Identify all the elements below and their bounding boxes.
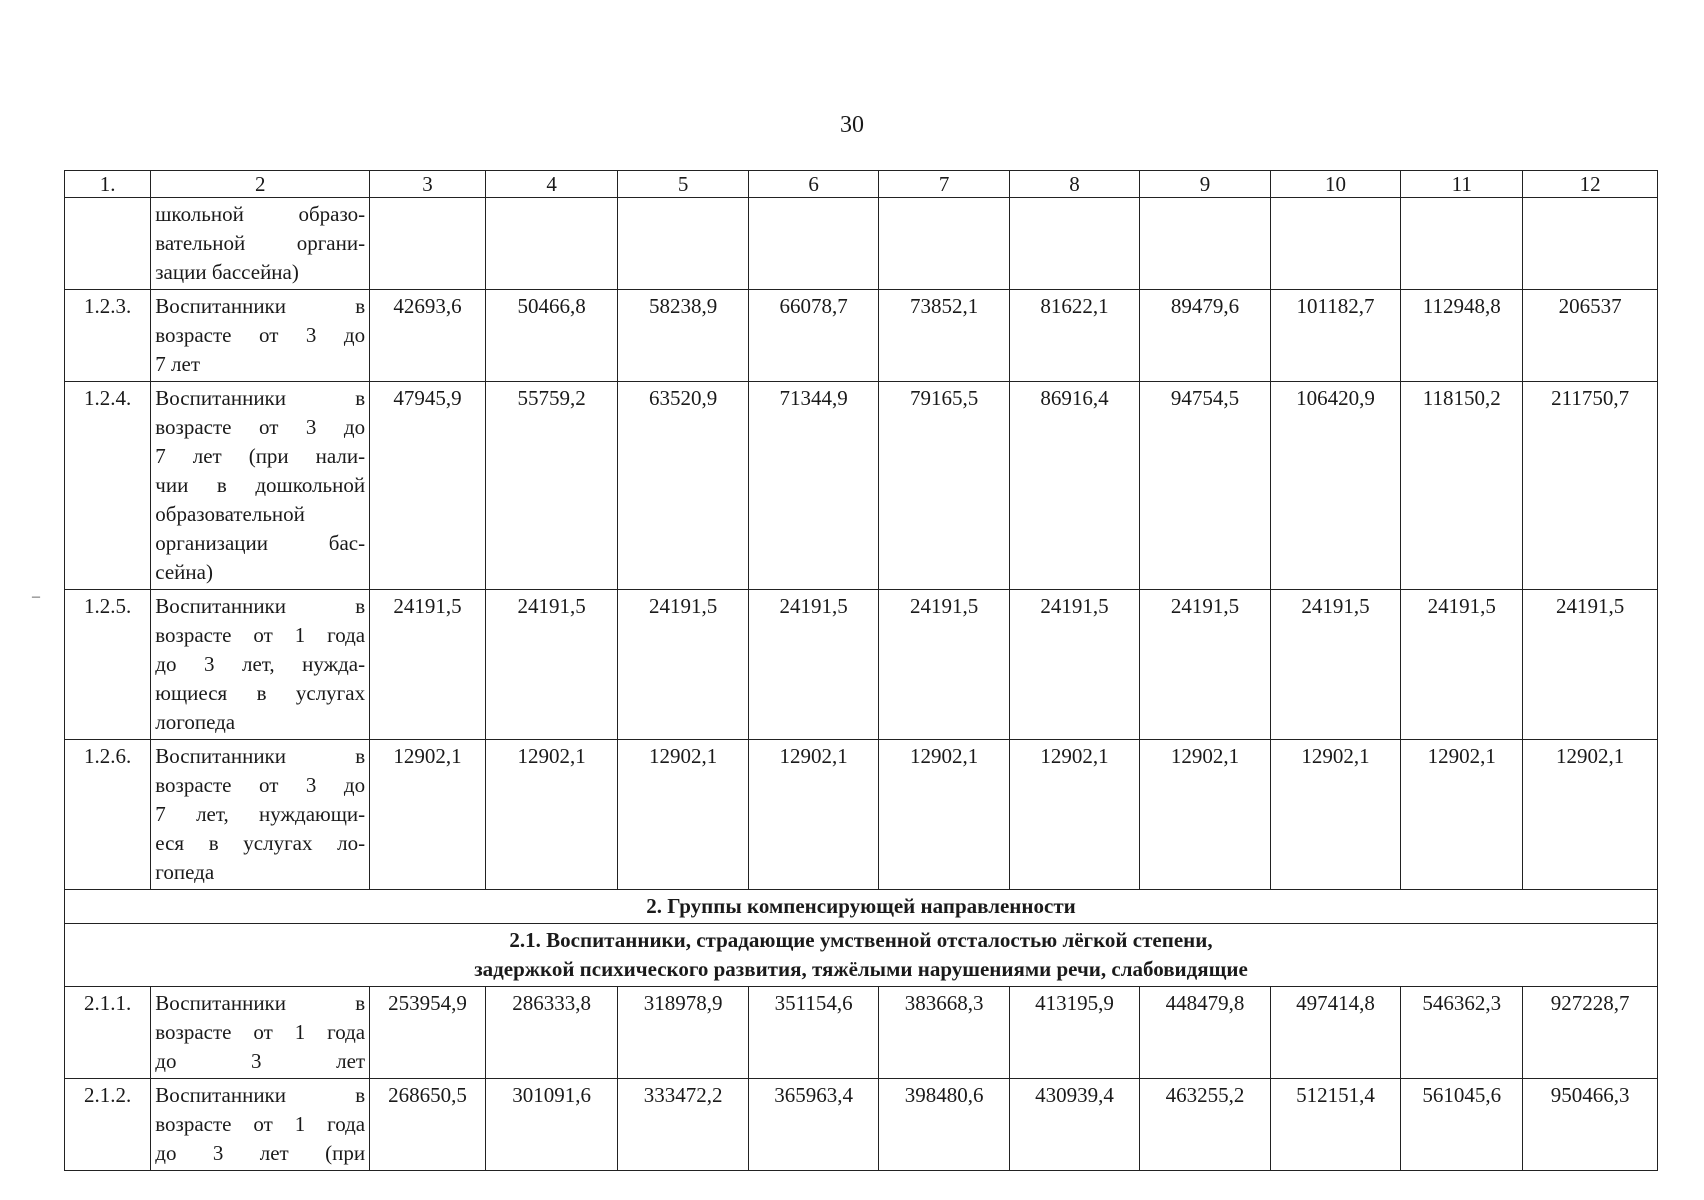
row-number: 1.2.6. [65, 740, 151, 890]
value-cell: 211750,7 [1523, 382, 1658, 590]
value-cell: 79165,5 [879, 382, 1009, 590]
value-cell: 89479,6 [1140, 290, 1270, 382]
value-cell: 497414,8 [1270, 987, 1400, 1079]
value-cell: 66078,7 [748, 290, 878, 382]
value-cell: 101182,7 [1270, 290, 1400, 382]
value-cell: 63520,9 [618, 382, 748, 590]
row-name-line: школьной образо- [155, 202, 366, 226]
row-name-line: Воспитанники в [155, 386, 366, 410]
row-name [151, 740, 370, 890]
header-cell: 5 [618, 171, 748, 198]
row-name [151, 1079, 370, 1171]
row-name-line: возрасте от 1 года [155, 1020, 366, 1044]
header-cell: 7 [879, 171, 1009, 198]
value-cell: 81622,1 [1009, 290, 1139, 382]
row-name-line: 7 лет (при нали- [155, 444, 366, 468]
value-cell: 42693,6 [370, 290, 486, 382]
row-name-line: возрасте от 3 до [155, 323, 366, 347]
row-name [151, 290, 370, 382]
row-name-line: Воспитанники в [155, 594, 366, 618]
row-name-line: зации бассейна) [155, 260, 299, 284]
value-cell: 12902,1 [879, 740, 1009, 890]
row-number: 2.1.2. [65, 1079, 151, 1171]
row-name-line: Воспитанники в [155, 1083, 366, 1107]
value-cell: 24191,5 [370, 590, 486, 740]
row-name-line: чии в дошкольной [155, 473, 366, 497]
row-name-line: возрасте от 3 до [155, 415, 366, 439]
value-cell: 253954,9 [370, 987, 486, 1079]
header-cell: 9 [1140, 171, 1270, 198]
value-cell: 12902,1 [618, 740, 748, 890]
row-name-line: Воспитанники в [155, 294, 366, 318]
value-cell: 55759,2 [485, 382, 618, 590]
value-cell: 12902,1 [370, 740, 486, 890]
page-number: 30 [840, 112, 864, 138]
value-cell: 118150,2 [1401, 382, 1523, 590]
value-cell: 12902,1 [485, 740, 618, 890]
table-row [65, 987, 1658, 1079]
value-cell: 12902,1 [748, 740, 878, 890]
value-cell: 24191,5 [618, 590, 748, 740]
row-name-line: ющиеся в услугах [155, 681, 366, 705]
value-cell [370, 198, 486, 290]
value-cell: 112948,8 [1401, 290, 1523, 382]
value-cell: 448479,8 [1140, 987, 1270, 1079]
row-name-line: 7 лет [155, 352, 200, 376]
row-name-line: возрасте от 1 года [155, 623, 366, 647]
value-cell: 12902,1 [1009, 740, 1139, 890]
value-cell [1270, 198, 1400, 290]
header-cell: 6 [748, 171, 878, 198]
header-cell: 12 [1523, 171, 1658, 198]
value-cell: 24191,5 [1523, 590, 1658, 740]
row-name [151, 198, 370, 290]
value-cell: 106420,9 [1270, 382, 1400, 590]
value-cell: 12902,1 [1401, 740, 1523, 890]
table-row [65, 290, 1658, 382]
row-number: 1.2.5. [65, 590, 151, 740]
row-name-line: организации бас- [155, 531, 366, 555]
subsection-title-line: 2.1. Воспитанники, страдающие умственной отсталостью лёгкой степени, [509, 928, 1213, 952]
value-cell: 86916,4 [1009, 382, 1139, 590]
value-cell: 268650,5 [370, 1079, 486, 1171]
value-cell [748, 198, 878, 290]
value-cell: 301091,6 [485, 1079, 618, 1171]
value-cell: 546362,3 [1401, 987, 1523, 1079]
row-name-line: до 3 лет [155, 1049, 366, 1073]
value-cell: 413195,9 [1009, 987, 1139, 1079]
row-name-line: 7 лет, нуждающи- [155, 802, 366, 826]
subsection-title [65, 924, 1658, 987]
header-cell: 8 [1009, 171, 1139, 198]
value-cell: 12902,1 [1270, 740, 1400, 890]
value-cell: 24191,5 [1140, 590, 1270, 740]
subsection-row [65, 924, 1658, 987]
value-cell: 206537 [1523, 290, 1658, 382]
value-cell: 333472,2 [618, 1079, 748, 1171]
margin-mark: – [32, 588, 40, 605]
value-cell: 47945,9 [370, 382, 486, 590]
value-cell: 12902,1 [1140, 740, 1270, 890]
header-cell: 4 [485, 171, 618, 198]
value-cell: 512151,4 [1270, 1079, 1400, 1171]
row-name-line: еся в услугах ло- [155, 831, 366, 855]
value-cell: 24191,5 [1401, 590, 1523, 740]
row-name-line: гопеда [155, 860, 215, 884]
header-cell: 1. [65, 171, 151, 198]
value-cell [1401, 198, 1523, 290]
header-cell: 2 [151, 171, 370, 198]
header-row [65, 171, 1658, 198]
value-cell: 58238,9 [618, 290, 748, 382]
table-row [65, 382, 1658, 590]
value-cell [1140, 198, 1270, 290]
row-name-line: Воспитанники в [155, 744, 366, 768]
value-cell [1009, 198, 1139, 290]
value-cell: 318978,9 [618, 987, 748, 1079]
value-cell: 286333,8 [485, 987, 618, 1079]
table-row [65, 198, 1658, 290]
value-cell: 12902,1 [1523, 740, 1658, 890]
table-row [65, 740, 1658, 890]
value-cell: 463255,2 [1140, 1079, 1270, 1171]
value-cell: 94754,5 [1140, 382, 1270, 590]
row-number: 2.1.1. [65, 987, 151, 1079]
value-cell: 430939,4 [1009, 1079, 1139, 1171]
value-cell: 24191,5 [879, 590, 1009, 740]
table-row [65, 590, 1658, 740]
value-cell: 50466,8 [485, 290, 618, 382]
value-cell: 24191,5 [485, 590, 618, 740]
row-name [151, 590, 370, 740]
header-cell: 11 [1401, 171, 1523, 198]
row-name-line: возрасте от 3 до [155, 773, 366, 797]
tariff-table [64, 170, 1658, 1171]
value-cell: 561045,6 [1401, 1079, 1523, 1171]
row-number [65, 198, 151, 290]
value-cell: 383668,3 [879, 987, 1009, 1079]
section-row [65, 890, 1658, 924]
row-name-line: возрасте от 1 года [155, 1112, 366, 1136]
value-cell: 71344,9 [748, 382, 878, 590]
row-number: 1.2.4. [65, 382, 151, 590]
row-name [151, 987, 370, 1079]
value-cell [879, 198, 1009, 290]
value-cell: 927228,7 [1523, 987, 1658, 1079]
value-cell: 365963,4 [748, 1079, 878, 1171]
table-row [65, 1079, 1658, 1171]
value-cell: 73852,1 [879, 290, 1009, 382]
header-cell: 3 [370, 171, 486, 198]
value-cell: 24191,5 [1270, 590, 1400, 740]
row-name-line: логопеда [155, 710, 236, 734]
section-title: 2. Группы компенсирующей направленности [65, 890, 1658, 924]
row-name-line: сейна) [155, 560, 213, 584]
subsection-title-line: задержкой психического развития, тяжёлыми нарушениями речи, слабовидящие [474, 957, 1248, 981]
value-cell: 24191,5 [1009, 590, 1139, 740]
row-name-line: Воспитанники в [155, 991, 366, 1015]
value-cell: 950466,3 [1523, 1079, 1658, 1171]
row-number: 1.2.3. [65, 290, 151, 382]
value-cell [1523, 198, 1658, 290]
header-cell: 10 [1270, 171, 1400, 198]
value-cell [618, 198, 748, 290]
value-cell: 24191,5 [748, 590, 878, 740]
row-name-line: вательной органи- [155, 231, 366, 255]
value-cell: 398480,6 [879, 1079, 1009, 1171]
row-name-line: до 3 лет, нужда- [155, 652, 366, 676]
value-cell [485, 198, 618, 290]
value-cell: 351154,6 [748, 987, 878, 1079]
row-name-line: до 3 лет (при [155, 1141, 366, 1165]
row-name [151, 382, 370, 590]
row-name-line: образовательной [155, 502, 305, 526]
